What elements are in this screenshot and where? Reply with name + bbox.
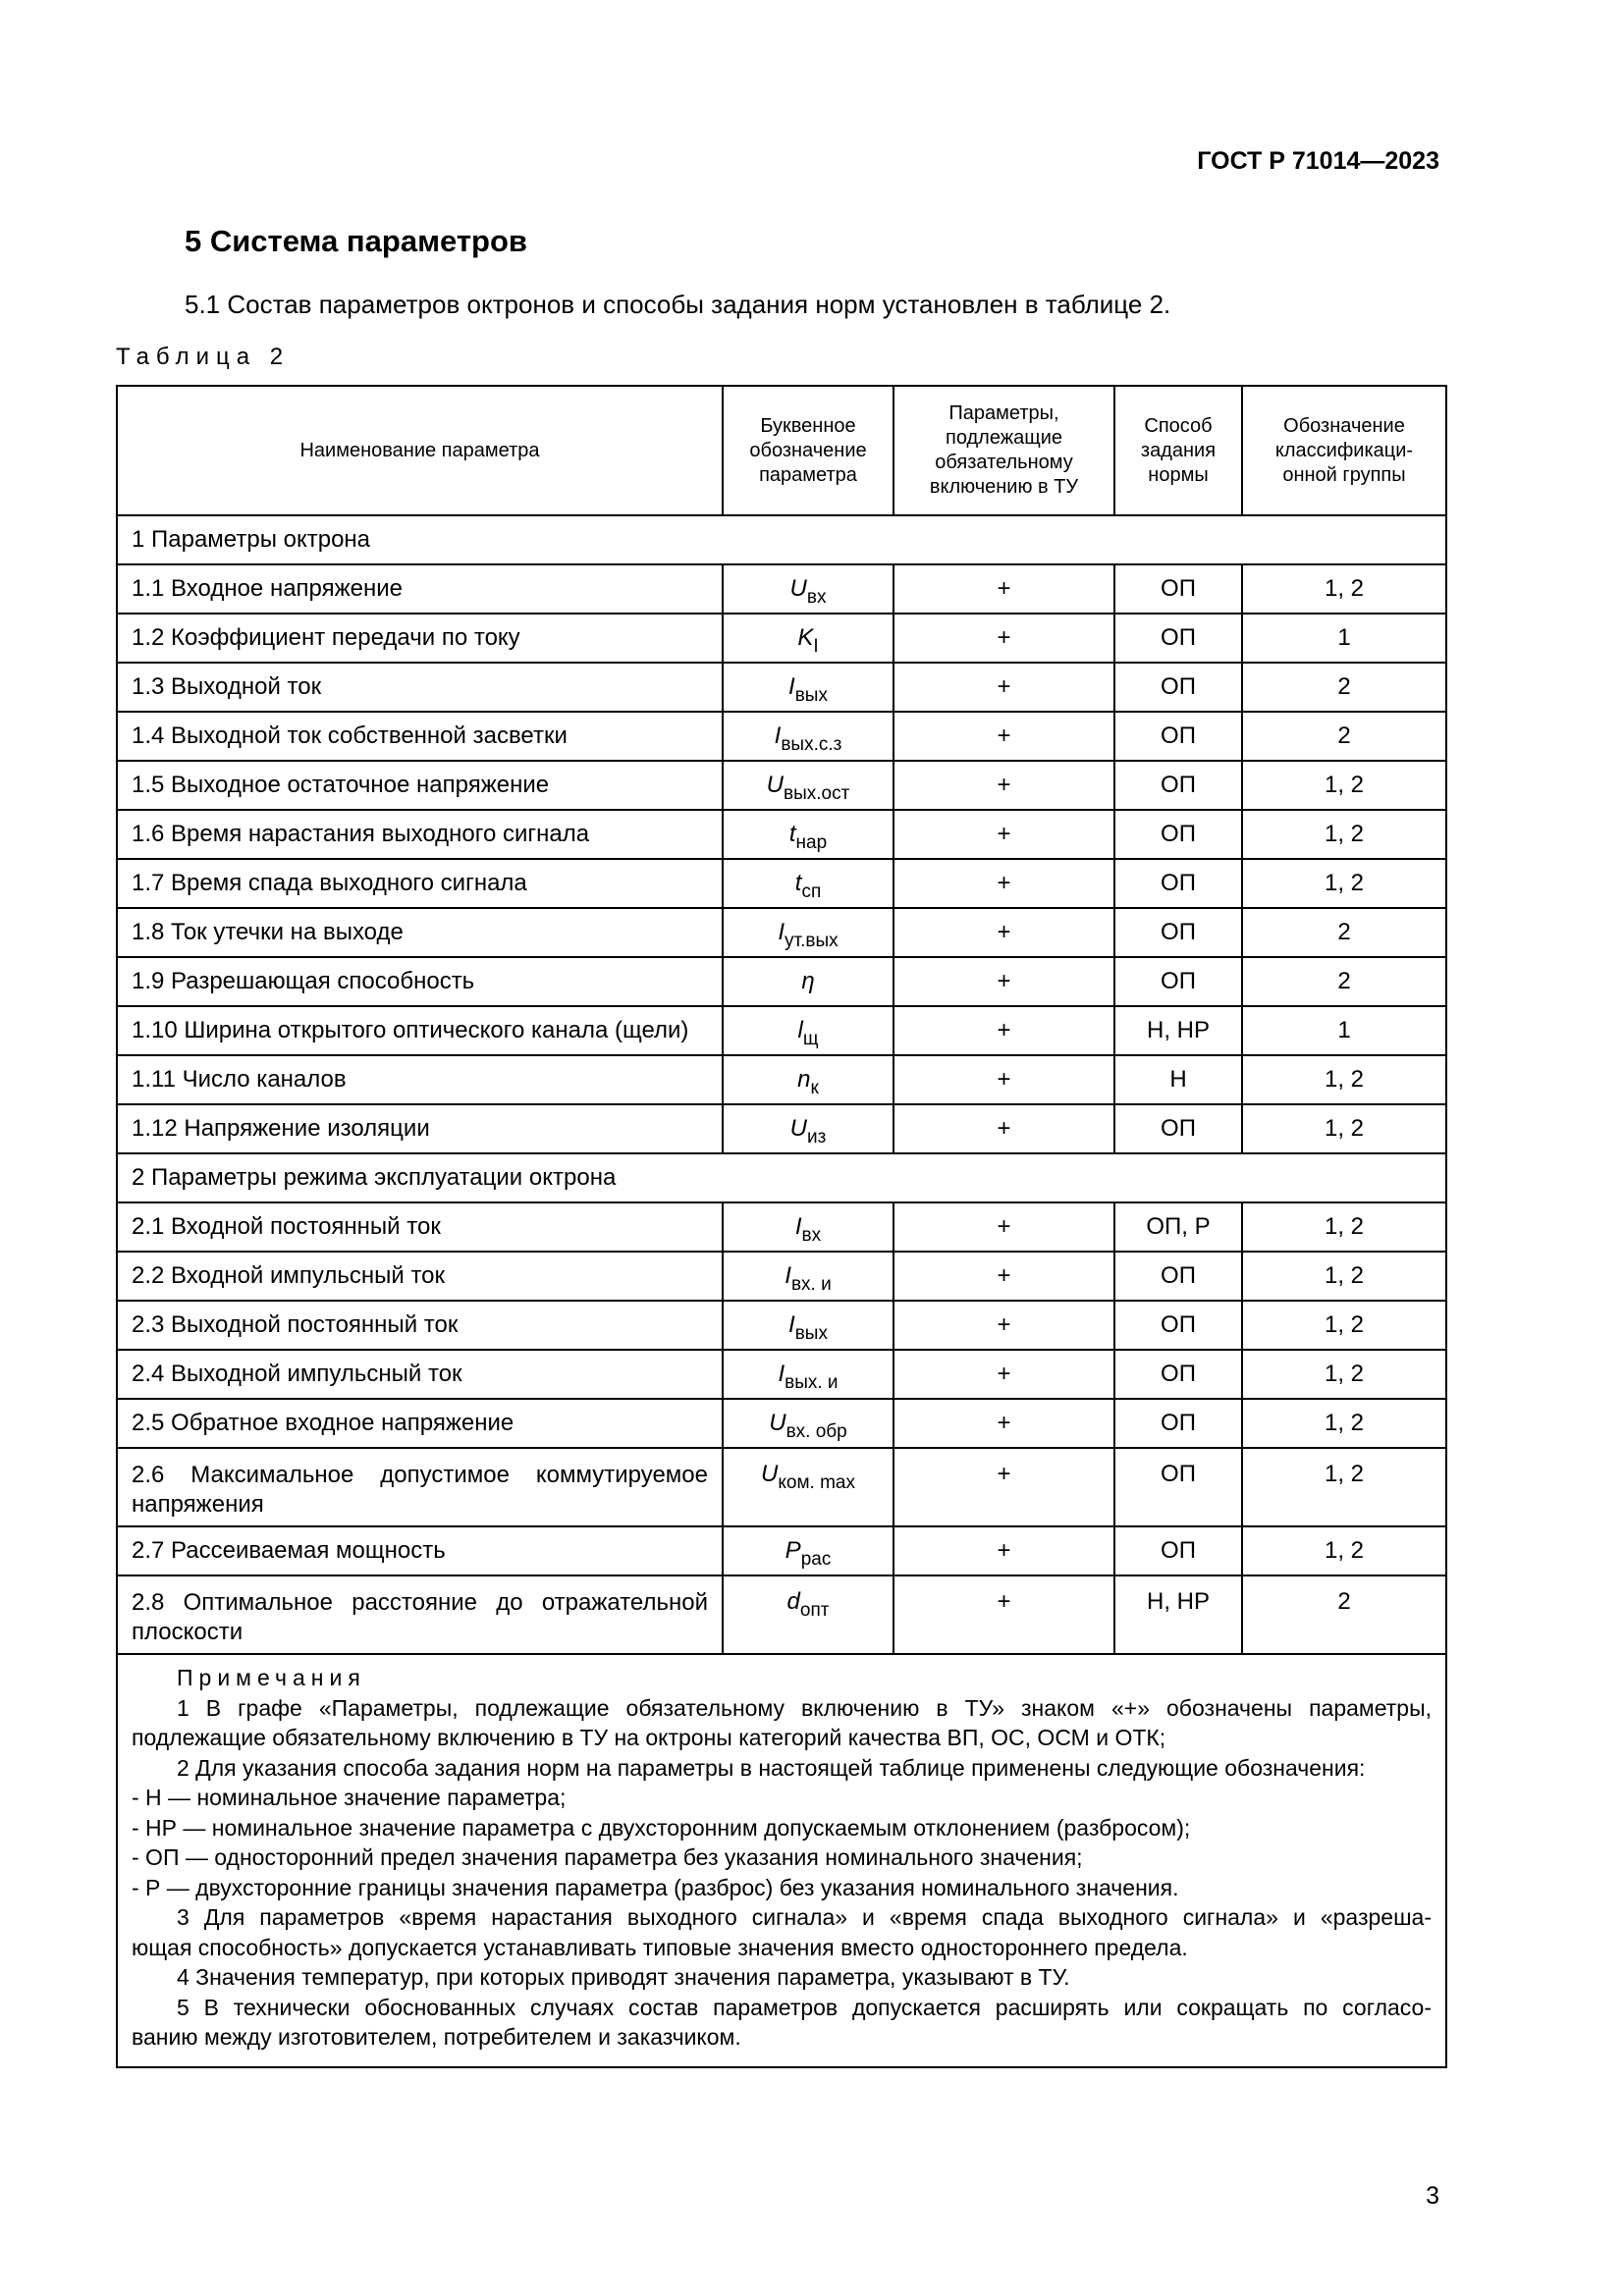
param-name: 2.5 Обратное входное напряжение [117,1399,723,1448]
symbol-subscript: вых.ост [784,783,850,804]
table-row [117,1399,1446,1448]
param-symbol [723,761,893,810]
note-line: - НР — номинальное значение параметра с двухсторонним допускаемым отклонением (разбросом); [132,1814,1191,1841]
param-name: 1.1 Входное напряжение [117,564,723,614]
column-header: Буквенное обозначение параметра [723,386,893,515]
class-group: 1, 2 [1242,1526,1446,1575]
param-symbol [723,1575,893,1654]
table-row [117,1252,1446,1301]
param-name: 2.7 Рассеиваемая мощность [117,1526,723,1575]
param-symbol [723,1399,893,1448]
required-mark: + [893,908,1114,957]
note-line: ванию между изготовителем, потребителем и заказчиком. [132,2024,741,2050]
required-mark: + [893,761,1114,810]
param-name: 1.5 Выходное остаточное напряжение [117,761,723,810]
symbol-letter: I [778,919,785,945]
norm-method: ОП [1114,761,1242,810]
required-mark: + [893,712,1114,761]
class-group: 1, 2 [1242,1448,1446,1526]
param-symbol [723,1104,893,1153]
class-group: 1, 2 [1242,810,1446,859]
column-header: Параметры, подлежащие обязательному включению в ТУ [893,386,1114,515]
symbol-letter: I [788,1311,795,1338]
param-symbol [723,614,893,663]
class-group: 2 [1242,663,1446,712]
param-name: 1.12 Напряжение изоляции [117,1104,723,1153]
param-symbol [723,1526,893,1575]
table-row [117,1350,1446,1399]
param-name: 1.7 Время спада выходного сигнала [117,859,723,908]
required-mark: + [893,810,1114,859]
param-name: 1.2 Коэффициент передачи по току [117,614,723,663]
required-mark: + [893,957,1114,1006]
required-mark: + [893,1526,1114,1575]
symbol-letter: I [778,1361,785,1387]
norm-method: ОП [1114,1301,1242,1350]
table-row [117,761,1446,810]
required-mark: + [893,1104,1114,1153]
table-row [117,908,1446,957]
norm-method: ОП [1114,957,1242,1006]
required-mark: + [893,564,1114,614]
notes-row [117,1654,1446,2067]
class-group: 1, 2 [1242,1350,1446,1399]
symbol-letter: t [794,870,802,896]
class-group: 1, 2 [1242,564,1446,614]
norm-method: ОП [1114,614,1242,663]
param-name: 2.6 Максимальное допустимое коммутируемое напряжения [117,1448,723,1526]
symbol-letter: l [797,1017,803,1043]
symbol-subscript: вх [806,587,827,608]
symbol-letter: U [761,1461,779,1487]
param-symbol [723,663,893,712]
table-body [117,515,1446,1654]
required-mark: + [893,614,1114,663]
param-symbol [723,1055,893,1104]
symbol-letter: U [789,1115,807,1142]
param-symbol [723,1350,893,1399]
required-mark: + [893,1252,1114,1301]
table-row [117,712,1446,761]
document-header: ГОСТ Р 71014—2023 [1197,147,1439,175]
symbol-letter: K [797,624,814,651]
table-row [117,957,1446,1006]
norm-method: ОП [1114,1399,1242,1448]
param-name: 1.10 Ширина открытого оптического канала (щели) [117,1006,723,1055]
param-symbol [723,1448,893,1526]
notes-title: Примечания [177,1665,366,1690]
norm-method: Н [1114,1055,1242,1104]
norm-method: ОП [1114,1104,1242,1153]
note-line: 3 Для параметров «время нарастания выходного сигнала» и «время спада выходного сигнала» и «разреша- [177,1904,1432,1930]
symbol-subscript: ут.вых [785,931,839,951]
table-header-row [117,386,1446,515]
symbol-letter: U [766,772,785,798]
symbol-subscript: вх. обр [785,1421,847,1442]
class-group: 2 [1242,957,1446,1006]
param-symbol [723,1202,893,1252]
symbol-subscript: ком. max [778,1472,855,1493]
class-group: 2 [1242,1575,1446,1654]
param-symbol [723,1252,893,1301]
note-line: ющая способность» допускается устанавливать типовые значения вместо одностороннего предела. [132,1934,1188,1960]
symbol-letter: I [774,722,782,749]
notes-cell [117,1654,1446,2067]
param-symbol [723,564,893,614]
class-group: 1, 2 [1242,859,1446,908]
norm-method: ОП [1114,908,1242,957]
symbol-letter: n [797,1066,811,1093]
symbol-subscript: вых [794,685,828,706]
symbol-letter: t [788,821,796,847]
note-line: 4 Значения температур, при которых приводят значения параметра, указывают в ТУ. [177,1964,1070,1990]
param-name: 2.3 Выходной постоянный ток [117,1301,723,1350]
table-caption: Таблица 2 [116,344,291,370]
required-mark: + [893,1202,1114,1252]
symbol-letter: I [794,1213,802,1240]
norm-method: ОП [1114,859,1242,908]
symbol-subscript: вых.с.з [781,734,842,755]
param-name: 1.4 Выходной ток собственной засветки [117,712,723,761]
table-row [117,564,1446,614]
symbol-letter: U [769,1410,786,1436]
norm-method: ОП [1114,810,1242,859]
table-row [117,663,1446,712]
class-group: 1, 2 [1242,1399,1446,1448]
param-name: 1.8 Ток утечки на выходе [117,908,723,957]
section-label: 2 Параметры режима эксплуатации октрона [117,1153,1446,1202]
symbol-subscript: нар [795,832,828,853]
intro-paragraph: 5.1 Состав параметров октронов и способы задания норм установлен в таблице 2. [185,290,1171,319]
note-line: - ОП — односторонний предел значения параметра без указания номинального значения; [132,1844,1083,1870]
symbol-subscript: вх. и [790,1274,832,1295]
norm-method: ОП [1114,712,1242,761]
table-row [117,1448,1446,1526]
symbol-subscript: из [807,1127,827,1148]
class-group: 2 [1242,712,1446,761]
param-name: 1.11 Число каналов [117,1055,723,1104]
section-heading: 5 Система параметров [185,224,527,258]
param-symbol [723,1301,893,1350]
table-row [117,810,1446,859]
table-row [117,1104,1446,1153]
norm-method: ОП [1114,564,1242,614]
norm-method: Н, НР [1114,1006,1242,1055]
param-symbol [723,957,893,1006]
note-line: 2 Для указания способа задания норм на параметры в настоящей таблице применены следующие обозначения: [177,1754,1366,1781]
table-row [117,1202,1446,1252]
symbol-subscript: рас [800,1549,832,1570]
symbol-letter: I [785,1262,791,1289]
symbol-subscript: к [810,1078,819,1098]
column-header: Наименование параметра [117,386,723,515]
table-row [117,1006,1446,1055]
required-mark: + [893,1350,1114,1399]
class-group: 2 [1242,908,1446,957]
required-mark: + [893,1399,1114,1448]
norm-method: ОП [1114,1350,1242,1399]
required-mark: + [893,1301,1114,1350]
table-row [117,1575,1446,1654]
section-row [117,1153,1446,1202]
table-row [117,614,1446,663]
param-name: 1.3 Выходной ток [117,663,723,712]
symbol-letter: P [785,1537,801,1564]
class-group: 1, 2 [1242,1055,1446,1104]
section-label: 1 Параметры октрона [117,515,1446,564]
note-line: 1 В графе «Параметры, подлежащие обязательному включению в ТУ» знаком «+» обозначены параметры, [177,1694,1432,1721]
param-name: 1.9 Разрешающая способность [117,957,723,1006]
norm-method: ОП [1114,1526,1242,1575]
table-row [117,1301,1446,1350]
symbol-subscript: вых [794,1323,828,1344]
symbol-subscript: вых. и [785,1372,839,1393]
symbol-subscript: щ [802,1029,819,1049]
param-name: 2.1 Входной постоянный ток [117,1202,723,1252]
symbol-letter: I [788,673,795,700]
param-name: 2.2 Входной импульсный ток [117,1252,723,1301]
symbol-letter: d [786,1588,800,1615]
norm-method: ОП, Р [1114,1202,1242,1252]
class-group: 1, 2 [1242,761,1446,810]
required-mark: + [893,1575,1114,1654]
class-group: 1 [1242,614,1446,663]
table-row [117,1055,1446,1104]
class-group: 1, 2 [1242,1104,1446,1153]
required-mark: + [893,859,1114,908]
param-name: 1.6 Время нарастания выходного сигнала [117,810,723,859]
param-name: 2.4 Выходной импульсный ток [117,1350,723,1399]
symbol-subscript: вх [801,1225,822,1246]
param-symbol [723,810,893,859]
note-line: 5 В технически обоснованных случаях состав параметров допускается расширять или сокращать по согласо- [177,1994,1432,2020]
note-line: подлежащие обязательному включению в ТУ на октроны категорий качества ВП, ОС, ОСМ и ОТК; [132,1725,1166,1750]
norm-method: Н, НР [1114,1575,1242,1654]
column-header: Способ задания нормы [1114,386,1242,515]
note-line: - Р — двухсторонние границы значения параметра (разброс) без указания номинального значения. [132,1874,1179,1900]
required-mark: + [893,1006,1114,1055]
page-number: 3 [1426,2182,1439,2210]
param-name: 2.8 Оптимальное расстояние до отражательной плоскости [117,1575,723,1654]
param-symbol [723,1006,893,1055]
param-symbol [723,908,893,957]
norm-method: ОП [1114,1448,1242,1526]
class-group: 1, 2 [1242,1301,1446,1350]
symbol-letter: η [801,968,815,994]
table-row [117,1526,1446,1575]
symbol-subscript: сп [801,881,822,902]
required-mark: + [893,1055,1114,1104]
section-row [117,515,1446,564]
required-mark: + [893,663,1114,712]
column-header: Обозначение классификаци-онной группы [1242,386,1446,515]
norm-method: ОП [1114,1252,1242,1301]
table-row [117,859,1446,908]
symbol-letter: U [789,575,807,602]
parameters-table [116,385,1447,2068]
symbol-subscript: опт [799,1600,830,1621]
param-symbol [723,712,893,761]
symbol-subscript: I [813,636,819,657]
note-line: - Н — номинальное значение параметра; [132,1785,567,1810]
norm-method: ОП [1114,663,1242,712]
class-group: 1, 2 [1242,1202,1446,1252]
required-mark: + [893,1448,1114,1526]
param-symbol [723,859,893,908]
class-group: 1, 2 [1242,1252,1446,1301]
class-group: 1 [1242,1006,1446,1055]
